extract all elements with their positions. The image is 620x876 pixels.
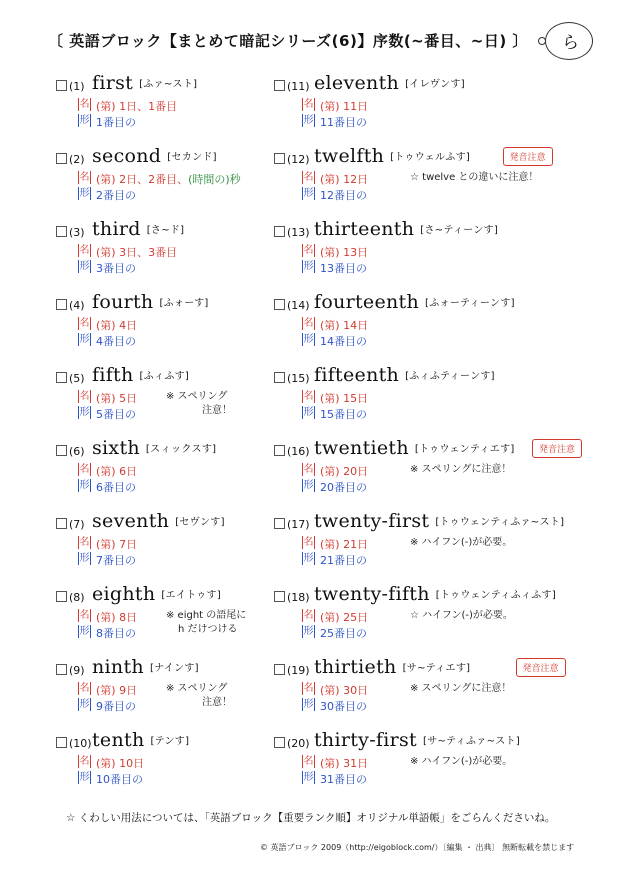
adjective-tag: 形 xyxy=(303,480,314,491)
noun-tag: 名 xyxy=(79,756,90,767)
checkbox-icon[interactable] xyxy=(274,591,285,602)
checkbox-icon[interactable] xyxy=(274,226,285,237)
noun-meaning-text: (第) 12日 xyxy=(320,173,369,186)
ordinal-word-text: twenty-fifth xyxy=(314,583,430,605)
extra-meaning: (時間の)秒 xyxy=(188,173,241,186)
noun-meaning-text: (第) 15日 xyxy=(320,392,369,405)
ordinal-word-text: sixth xyxy=(92,437,140,459)
entry-number-label: (1) xyxy=(69,80,85,93)
noun-tag: 名 xyxy=(79,318,90,329)
entry-number-label: (11) xyxy=(287,80,310,93)
usage-note xyxy=(410,609,513,623)
usage-note xyxy=(410,682,511,696)
entry-number xyxy=(274,591,310,604)
entry-number-label: (7) xyxy=(69,518,85,531)
noun-meaning-text: (第) 11日 xyxy=(320,100,369,113)
noun-meaning-text: (第) 20日 xyxy=(320,465,369,478)
ordinal-word-text: ninth xyxy=(92,656,144,678)
ordinal-word xyxy=(314,364,495,386)
pronunciation: [トゥウェンティふィふす] xyxy=(435,590,557,601)
ordinal-entry xyxy=(52,291,270,359)
entry-number xyxy=(274,737,310,750)
checkbox-icon[interactable] xyxy=(56,299,67,310)
checkbox-icon[interactable] xyxy=(56,226,67,237)
adjective-tag: 形 xyxy=(303,188,314,199)
entry-number xyxy=(274,80,310,93)
pronunciation: [ふィふす] xyxy=(139,371,190,382)
ordinal-word xyxy=(92,583,221,605)
noun-meaning xyxy=(320,536,368,552)
ordinal-word-text: second xyxy=(92,145,162,167)
entry-number-label: (5) xyxy=(69,372,85,385)
ordinal-word xyxy=(314,72,465,94)
page-title: 〔 英語ブロック【まとめて暗記シリーズ(6)】序数(~番目、~日) 〕 xyxy=(48,32,528,50)
ordinal-entry xyxy=(52,583,270,651)
ordinal-entry xyxy=(270,218,600,286)
checkbox-icon[interactable] xyxy=(274,80,285,91)
usage-note-line: ※ ハイフン(-)が必要。 xyxy=(410,537,513,548)
usage-note-line: ☆ twelve との違いに注意！ xyxy=(410,172,539,183)
ordinal-word-text: seventh xyxy=(92,510,170,532)
ordinal-word-text: thirteenth xyxy=(314,218,415,240)
checkbox-icon[interactable] xyxy=(56,445,67,456)
ordinal-word xyxy=(314,510,564,532)
adjective-meaning: 21番目の xyxy=(320,554,367,567)
entry-number xyxy=(56,591,85,604)
adjective-meaning: 6番目の xyxy=(96,481,136,494)
ordinal-word xyxy=(314,437,515,459)
noun-meaning xyxy=(96,171,241,187)
pronunciation: [ナインす] xyxy=(149,663,199,674)
usage-note xyxy=(166,609,246,637)
adjective-meaning: 3番目の xyxy=(96,262,136,275)
ordinal-word-text: tenth xyxy=(92,729,145,751)
adjective-meaning: 20番目の xyxy=(320,481,367,494)
ordinal-entry xyxy=(270,291,600,359)
pronunciation: [サ~ティふァ~スト] xyxy=(423,736,521,747)
checkbox-icon[interactable] xyxy=(274,445,285,456)
entry-number-label: (17) xyxy=(287,518,310,531)
entry-number xyxy=(56,664,85,677)
noun-tag: 名 xyxy=(303,318,314,329)
pronunciation: [セヴンす] xyxy=(175,517,225,528)
adjective-tag: 形 xyxy=(303,772,314,783)
pronunciation: [トゥウェンティエす] xyxy=(414,444,515,455)
adjective-meaning: 2番目の xyxy=(96,189,136,202)
ordinal-word-text: eighth xyxy=(92,583,156,605)
adjective-tag: 形 xyxy=(79,480,90,491)
noun-meaning xyxy=(320,609,368,625)
entry-number xyxy=(56,518,85,531)
pronunciation: [エイトゥす] xyxy=(161,590,222,601)
ordinal-entry xyxy=(270,656,600,724)
noun-meaning xyxy=(320,755,368,771)
adjective-tag: 形 xyxy=(79,772,90,783)
entry-number-label: (4) xyxy=(69,299,85,312)
noun-meaning xyxy=(320,171,368,187)
noun-meaning-text: (第) 1日、1番目 xyxy=(96,100,178,113)
checkbox-icon[interactable] xyxy=(56,664,67,675)
noun-tag: 名 xyxy=(303,537,314,548)
ordinal-entry xyxy=(270,729,600,797)
ordinal-word-text: first xyxy=(92,72,134,94)
noun-meaning-text: (第) 4日 xyxy=(96,319,138,332)
entry-number xyxy=(56,445,85,458)
entry-number xyxy=(274,226,310,239)
adjective-tag: 形 xyxy=(303,407,314,418)
ordinal-word xyxy=(314,291,515,313)
ordinal-word xyxy=(92,510,225,532)
pronunciation: [トゥウェンティふァ~スト] xyxy=(435,517,565,528)
adjective-tag: 形 xyxy=(79,407,90,418)
ordinal-word xyxy=(92,729,189,751)
entry-number-label: (12) xyxy=(287,153,310,166)
noun-meaning-text: (第) 31日 xyxy=(320,757,369,770)
pronunciation: [ふォーす] xyxy=(159,298,209,309)
entry-number xyxy=(56,737,92,750)
noun-tag: 名 xyxy=(79,245,90,256)
ordinal-word xyxy=(92,437,216,459)
noun-tag: 名 xyxy=(303,756,314,767)
adjective-meaning: 7番目の xyxy=(96,554,136,567)
noun-tag: 名 xyxy=(79,99,90,110)
ordinal-entry xyxy=(52,656,270,724)
usage-note xyxy=(166,682,232,710)
usage-note-line: ※ ハイフン(-)が必要。 xyxy=(410,756,513,767)
ordinal-entry xyxy=(270,510,600,578)
pronunciation: [イレヴンす] xyxy=(405,79,465,90)
noun-tag: 名 xyxy=(303,245,314,256)
ordinal-entry xyxy=(52,364,270,432)
adjective-meaning: 31番目の xyxy=(320,773,367,786)
noun-meaning-text: (第) 30日 xyxy=(320,684,369,697)
noun-meaning-text: (第) 10日 xyxy=(96,757,145,770)
checkbox-icon[interactable] xyxy=(274,664,285,675)
noun-tag: 名 xyxy=(303,610,314,621)
usage-note-line: ※ スペリング xyxy=(166,683,228,694)
noun-tag: 名 xyxy=(79,391,90,402)
pronunciation: [ふィふティーンす] xyxy=(405,371,495,382)
checkbox-icon[interactable] xyxy=(274,153,285,164)
noun-meaning-text: (第) 25日 xyxy=(320,611,369,624)
ordinal-entry xyxy=(270,583,600,651)
checkbox-icon[interactable] xyxy=(56,153,67,164)
noun-meaning-text: (第) 8日 xyxy=(96,611,138,624)
pronunciation: [さ~ド] xyxy=(146,225,185,236)
pronunciation: [スィックスす] xyxy=(145,444,217,455)
checkbox-icon[interactable] xyxy=(274,372,285,383)
adjective-meaning: 14番目の xyxy=(320,335,367,348)
noun-meaning xyxy=(96,317,137,333)
entry-number-label: (6) xyxy=(69,445,85,458)
noun-meaning xyxy=(96,682,137,698)
entry-number xyxy=(274,664,310,677)
adjective-meaning: 25番目の xyxy=(320,627,367,640)
adjective-meaning: 10番目の xyxy=(96,773,143,786)
usage-note xyxy=(410,463,511,477)
ordinal-word xyxy=(92,656,199,678)
ordinal-word-text: twelfth xyxy=(314,145,385,167)
adjective-tag: 形 xyxy=(79,626,90,637)
adjective-tag: 形 xyxy=(303,334,314,345)
noun-meaning xyxy=(96,244,177,260)
checkbox-icon[interactable] xyxy=(56,518,67,529)
noun-tag: 名 xyxy=(303,172,314,183)
entry-number xyxy=(274,445,310,458)
pronunciation: [ふァ~スト] xyxy=(139,79,198,90)
noun-tag: 名 xyxy=(303,99,314,110)
entry-number-label: (14) xyxy=(287,299,310,312)
ordinal-word xyxy=(92,72,197,94)
ordinal-word-text: fourth xyxy=(92,291,154,313)
ordinal-entry xyxy=(52,729,270,797)
ordinal-word-text: twenty-first xyxy=(314,510,430,532)
adjective-meaning: 1番目の xyxy=(96,116,136,129)
noun-meaning-text: (第) 13日 xyxy=(320,246,369,259)
noun-meaning xyxy=(320,244,368,260)
noun-meaning-text: (第) 2日、2番目、 xyxy=(96,173,189,186)
noun-meaning-text: (第) 7日 xyxy=(96,538,138,551)
adjective-meaning: 11番目の xyxy=(320,116,367,129)
checkbox-icon[interactable] xyxy=(274,518,285,529)
noun-tag: 名 xyxy=(79,610,90,621)
noun-meaning-text: (第) 21日 xyxy=(320,538,369,551)
ordinal-word-text: twentieth xyxy=(314,437,409,459)
entry-number xyxy=(56,372,85,385)
adjective-tag: 形 xyxy=(79,188,90,199)
adjective-tag: 形 xyxy=(303,626,314,637)
ordinal-word xyxy=(314,583,556,605)
noun-meaning xyxy=(320,390,368,406)
checkbox-icon[interactable] xyxy=(274,737,285,748)
ordinal-word-text: fifth xyxy=(92,364,134,386)
ordinal-word-text: thirty-first xyxy=(314,729,417,751)
ordinal-entry xyxy=(270,72,600,140)
adjective-meaning: 30番目の xyxy=(320,700,367,713)
noun-meaning xyxy=(96,536,137,552)
adjective-meaning: 13番目の xyxy=(320,262,367,275)
pronunciation: [サ~ティエす] xyxy=(402,663,471,674)
entry-number-label: (15) xyxy=(287,372,310,385)
ordinal-word-text: eleventh xyxy=(314,72,400,94)
noun-tag: 名 xyxy=(79,683,90,694)
pronunciation-warning-badge: 発音注意 xyxy=(516,658,566,677)
ordinal-word-text: thirtieth xyxy=(314,656,397,678)
ordinal-word xyxy=(314,729,520,751)
adjective-meaning: 9番目の xyxy=(96,700,136,713)
noun-meaning xyxy=(96,98,177,114)
ordinal-entry xyxy=(52,145,270,213)
page-mark-icon xyxy=(545,22,593,60)
usage-note xyxy=(410,171,538,185)
adjective-tag: 形 xyxy=(79,261,90,272)
entry-number xyxy=(56,226,85,239)
noun-tag: 名 xyxy=(79,464,90,475)
entry-number-label: (20) xyxy=(287,737,310,750)
ordinal-word-text: fourteenth xyxy=(314,291,420,313)
entry-number-label: (8) xyxy=(69,591,85,604)
checkbox-icon[interactable] xyxy=(56,372,67,383)
entry-number-label: (18) xyxy=(287,591,310,604)
ordinal-entry xyxy=(52,437,270,505)
noun-tag: 名 xyxy=(79,172,90,183)
adjective-meaning: 12番目の xyxy=(320,189,367,202)
entry-number xyxy=(274,299,310,312)
adjective-meaning: 15番目の xyxy=(320,408,367,421)
entry-number xyxy=(274,518,310,531)
entry-number-label: (16) xyxy=(287,445,310,458)
noun-meaning xyxy=(320,98,368,114)
ordinal-word xyxy=(92,145,217,167)
entry-number-label: (9) xyxy=(69,664,85,677)
adjective-meaning: 5番目の xyxy=(96,408,136,421)
entry-number-label: (19) xyxy=(287,664,310,677)
noun-meaning-text: (第) 3日、3番目 xyxy=(96,246,178,259)
ordinal-entry xyxy=(270,145,600,213)
ordinal-word xyxy=(314,656,470,678)
checkbox-icon[interactable] xyxy=(274,299,285,310)
usage-note xyxy=(410,755,512,769)
entry-number xyxy=(56,153,85,166)
adjective-tag: 形 xyxy=(303,553,314,564)
adjective-meaning: 8番目の xyxy=(96,627,136,640)
usage-note-line: ※ スペリングに注意！ xyxy=(410,683,512,694)
noun-meaning xyxy=(96,463,137,479)
usage-note-line: 注意！ xyxy=(202,405,232,416)
checkbox-icon[interactable] xyxy=(56,737,67,748)
ordinal-entry xyxy=(270,437,600,505)
entry-number-label: (10) xyxy=(69,737,92,750)
ordinal-entry xyxy=(52,218,270,286)
checkbox-icon[interactable] xyxy=(56,80,67,91)
usage-note-line: ※ eight の語尾に xyxy=(166,610,247,621)
entry-number xyxy=(56,80,85,93)
ordinal-word xyxy=(92,218,184,240)
noun-meaning xyxy=(96,609,137,625)
pronunciation-warning-badge: 発音注意 xyxy=(503,147,553,166)
usage-note-line: 注意！ xyxy=(202,697,232,708)
noun-tag: 名 xyxy=(79,537,90,548)
entry-number-label: (3) xyxy=(69,226,85,239)
noun-meaning xyxy=(320,463,368,479)
checkbox-icon[interactable] xyxy=(56,591,67,602)
noun-meaning xyxy=(96,390,137,406)
ordinal-entry xyxy=(270,364,600,432)
entry-number xyxy=(56,299,85,312)
ordinal-entry xyxy=(52,72,270,140)
adjective-meaning: 4番目の xyxy=(96,335,136,348)
ordinal-word xyxy=(92,291,209,313)
noun-meaning-text: (第) 5日 xyxy=(96,392,138,405)
footer-note: ☆ くわしい用法については、「英語ブロック【重要ランク順】オリジナル単語帳」をごらんくださいね。 xyxy=(66,812,556,824)
ordinal-word xyxy=(314,218,498,240)
adjective-tag: 形 xyxy=(303,115,314,126)
ordinal-word xyxy=(314,145,470,167)
noun-meaning-text: (第) 9日 xyxy=(96,684,138,697)
pronunciation: [ふォーティーンす] xyxy=(425,298,515,309)
pronunciation: [セカンド] xyxy=(167,152,217,163)
ordinal-word-text: fifteenth xyxy=(314,364,400,386)
entry-number-label: (13) xyxy=(287,226,310,239)
ordinal-word xyxy=(92,364,189,386)
noun-meaning-text: (第) 14日 xyxy=(320,319,369,332)
usage-note xyxy=(410,536,512,550)
copyright: © 英語ブロック 2009（http://eigoblock.com/）〔編集 ・ 出典〕 無断転載を禁じます xyxy=(260,843,575,852)
noun-meaning xyxy=(320,317,368,333)
adjective-tag: 形 xyxy=(303,261,314,272)
noun-tag: 名 xyxy=(303,683,314,694)
usage-note-line: h だけつける xyxy=(178,624,238,635)
usage-note-line: ※ スペリング xyxy=(166,391,228,402)
adjective-tag: 形 xyxy=(79,334,90,345)
noun-meaning xyxy=(96,755,144,771)
noun-tag: 名 xyxy=(303,391,314,402)
adjective-tag: 形 xyxy=(303,699,314,710)
entry-number xyxy=(274,153,310,166)
ordinal-entry xyxy=(52,510,270,578)
pronunciation: [さ~ティーンす] xyxy=(420,225,499,236)
usage-note xyxy=(166,390,232,418)
pronunciation-warning-badge: 発音注意 xyxy=(532,439,582,458)
entry-number xyxy=(274,372,310,385)
adjective-tag: 形 xyxy=(79,553,90,564)
ordinal-word-text: third xyxy=(92,218,141,240)
entry-number-label: (2) xyxy=(69,153,85,166)
usage-note-line: ※ スペリングに注意！ xyxy=(410,464,512,475)
noun-tag: 名 xyxy=(303,464,314,475)
adjective-tag: 形 xyxy=(79,699,90,710)
noun-meaning xyxy=(320,682,368,698)
noun-meaning-text: (第) 6日 xyxy=(96,465,138,478)
pronunciation: [テンす] xyxy=(150,736,190,747)
usage-note-line: ☆ ハイフン(-)が必要。 xyxy=(410,610,513,621)
adjective-tag: 形 xyxy=(79,115,90,126)
pronunciation: [トゥウェルふす] xyxy=(390,152,471,163)
page-mark-label: ら xyxy=(562,33,579,53)
